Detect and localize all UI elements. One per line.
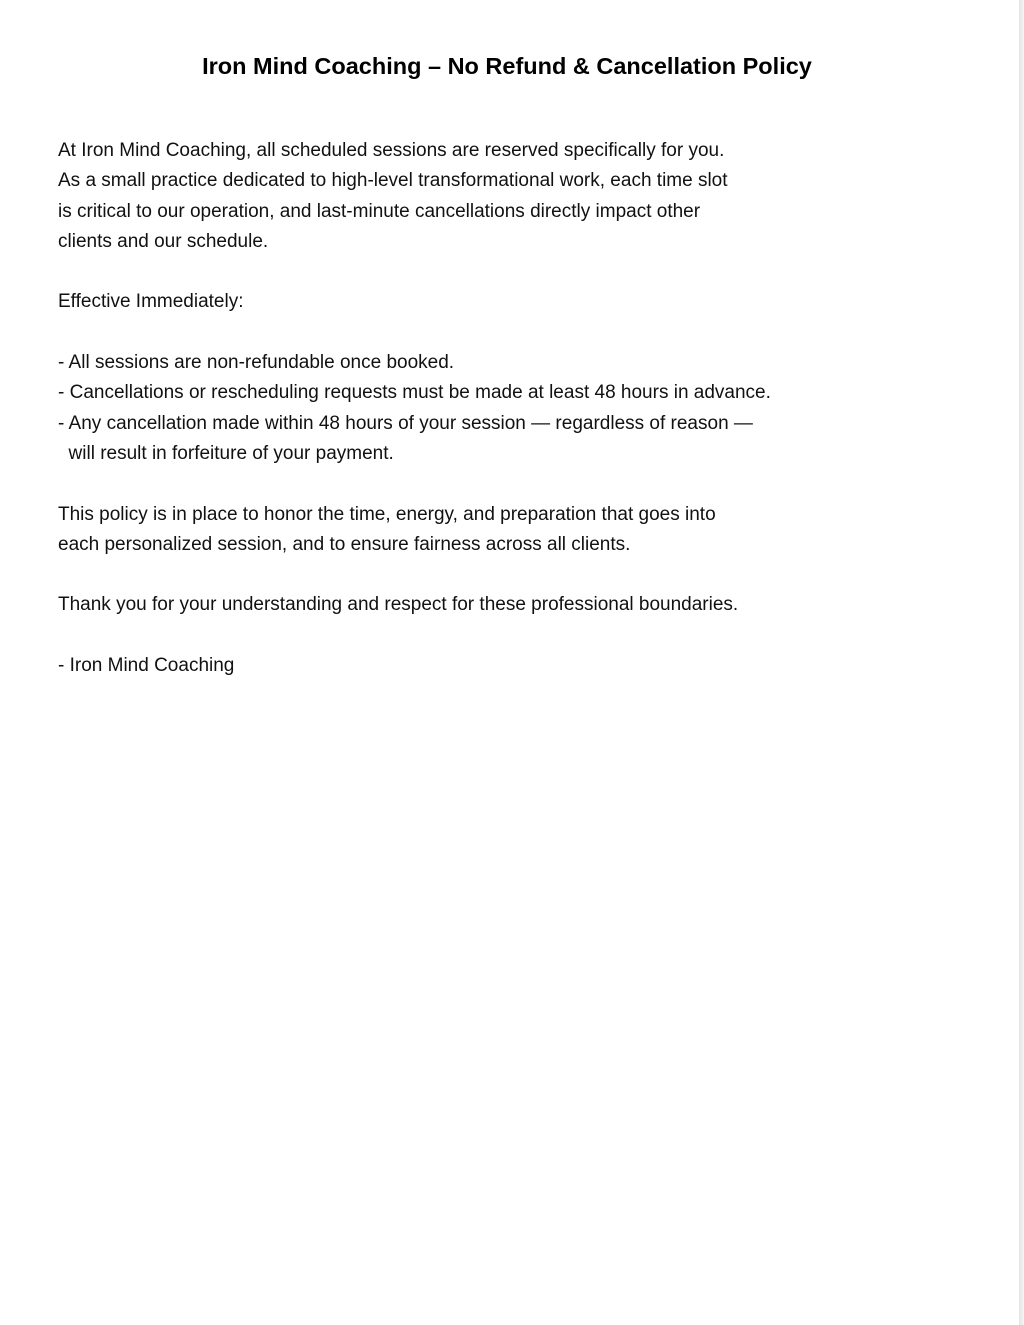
- policy-list: [58, 348, 1003, 469]
- page-edge-shadow: [1019, 0, 1024, 1325]
- intro-line: clients and our schedule.: [58, 230, 269, 252]
- thanks-line: Thank you for your understanding and respect for these professional boundaries.: [58, 594, 739, 616]
- policy-body: [58, 136, 1003, 681]
- purpose-paragraph: [58, 500, 1003, 561]
- policy-item: - All sessions are non-refundable once booked.: [58, 352, 455, 374]
- paragraph-gap: [58, 318, 1003, 348]
- policy-item-continuation: will result in forfeiture of your payment.: [58, 442, 394, 464]
- paragraph-gap: [58, 560, 1003, 590]
- policy-title: Iron Mind Coaching – No Refund & Cancellation Policy: [202, 53, 812, 79]
- paragraph-gap: [58, 621, 1003, 651]
- intro-line: As a small practice dedicated to high-level transformational work, each time slot: [58, 170, 728, 192]
- purpose-line: each personalized session, and to ensure fairness across all clients.: [58, 533, 631, 555]
- policy-item: - Cancellations or rescheduling requests must be made at least 48 hours in advance.: [58, 382, 771, 404]
- paragraph-gap: [58, 469, 1003, 499]
- paragraph-gap: [58, 257, 1003, 287]
- effective-heading: Effective Immediately:: [58, 291, 244, 313]
- intro-paragraph: [58, 136, 1003, 257]
- signature: - Iron Mind Coaching: [58, 655, 235, 677]
- intro-line: is critical to our operation, and last-minute cancellations directly impact other: [58, 200, 701, 222]
- purpose-line: This policy is in place to honor the time, energy, and preparation that goes into: [58, 503, 716, 525]
- intro-line: At Iron Mind Coaching, all scheduled sessions are reserved specifically for you.: [58, 140, 725, 161]
- policy-item: - Any cancellation made within 48 hours of your session — regardless of reason —: [58, 412, 753, 434]
